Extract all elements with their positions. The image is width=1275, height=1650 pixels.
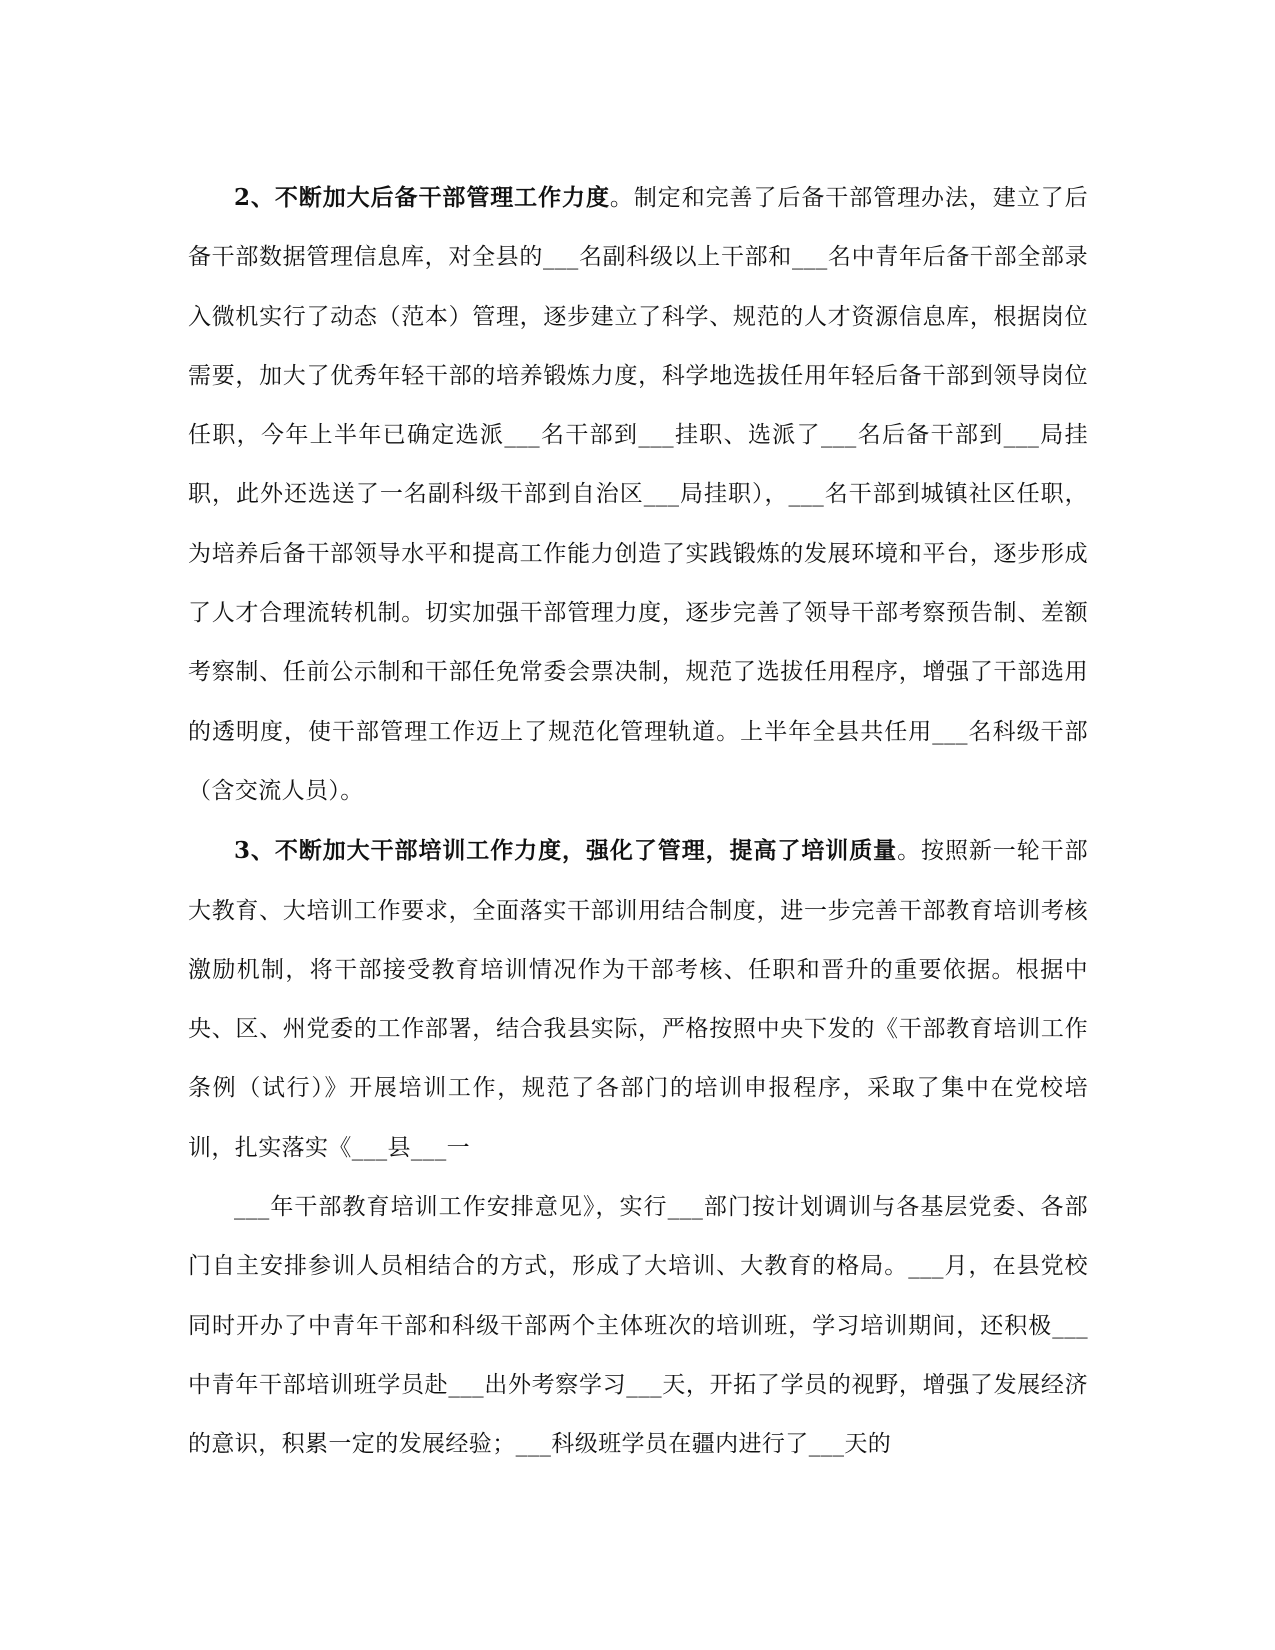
paragraph-text: 。按照新一轮干部大教育、大培训工作要求，全面落实干部训用结合制度，进一步完善干部教育培训考核激励机制，将干部接受教育培训情况作为干部考核、任职和晋升的重要依据。根据中央、区、州党委的工作部署，结合我县实际，严格按照中央下发的《干部教育培训工作条例（试行）》开展培训工作，规范了各部门的培训申报程序，采取了集中在党校培训，扎实落实《___县___一 [188, 838, 1088, 1161]
paragraph-heading: 2、不断加大后备干部管理工作力度 [234, 184, 610, 211]
paragraph-text-continued: ___年干部教育培训工作安排意见》，实行___部门按计划调训与各基层党委、各部门自主安排参训人员相结合的方式，形成了大培训、大教育的格局。___月，在县党校同时开办了中青年干部和科级干部两个主体班次的培训班，学习培训期间，还积极___中青年干部培训班学员赴___出外考察学习___天，开拓了学员的视野，增强了发展经济的意识，积累一定的发展经验；___科级班学员在疆内进行了___天的 [188, 1194, 1088, 1458]
paragraph-heading: 3、不断加大干部培训工作力度，强化了管理，提高了培训质量 [234, 837, 898, 865]
paragraph-cadre-reserve-management [188, 168, 1088, 821]
paragraph-cadre-training [188, 821, 1088, 1474]
document-body [188, 168, 1088, 1475]
paragraph-text: 。制定和完善了后备干部管理办法，建立了后备干部数据管理信息库，对全县的___名副科级以上干部和___名中青年后备干部全部录入微机实行了动态（范本）管理，逐步建立了科学、规范的人才资源信息库，根据岗位需要，加大了优秀年轻干部的培养锻炼力度，科学地选拔任用年轻后备干部到领导岗位任职，今年上半年已确定选派___名干部到___挂职、选派了___名后备干部到___局挂职，此外还选送了一名副科级干部到自治区___局挂职），___名干部到城镇社区任职，为培养后备干部领导水平和提高工作能力创造了实践锻炼的发展环境和平台，逐步形成了人才合理流转机制。切实加强干部管理力度，逐步完善了领导干部考察预告制、差额考察制、任前公示制和干部任免常委会票决制，规范了选拔任用程序，增强了干部选用的透明度，使干部管理工作迈上了规范化管理轨道。上半年全县共任用___名科级干部（含交流人员）。 [188, 185, 1088, 804]
